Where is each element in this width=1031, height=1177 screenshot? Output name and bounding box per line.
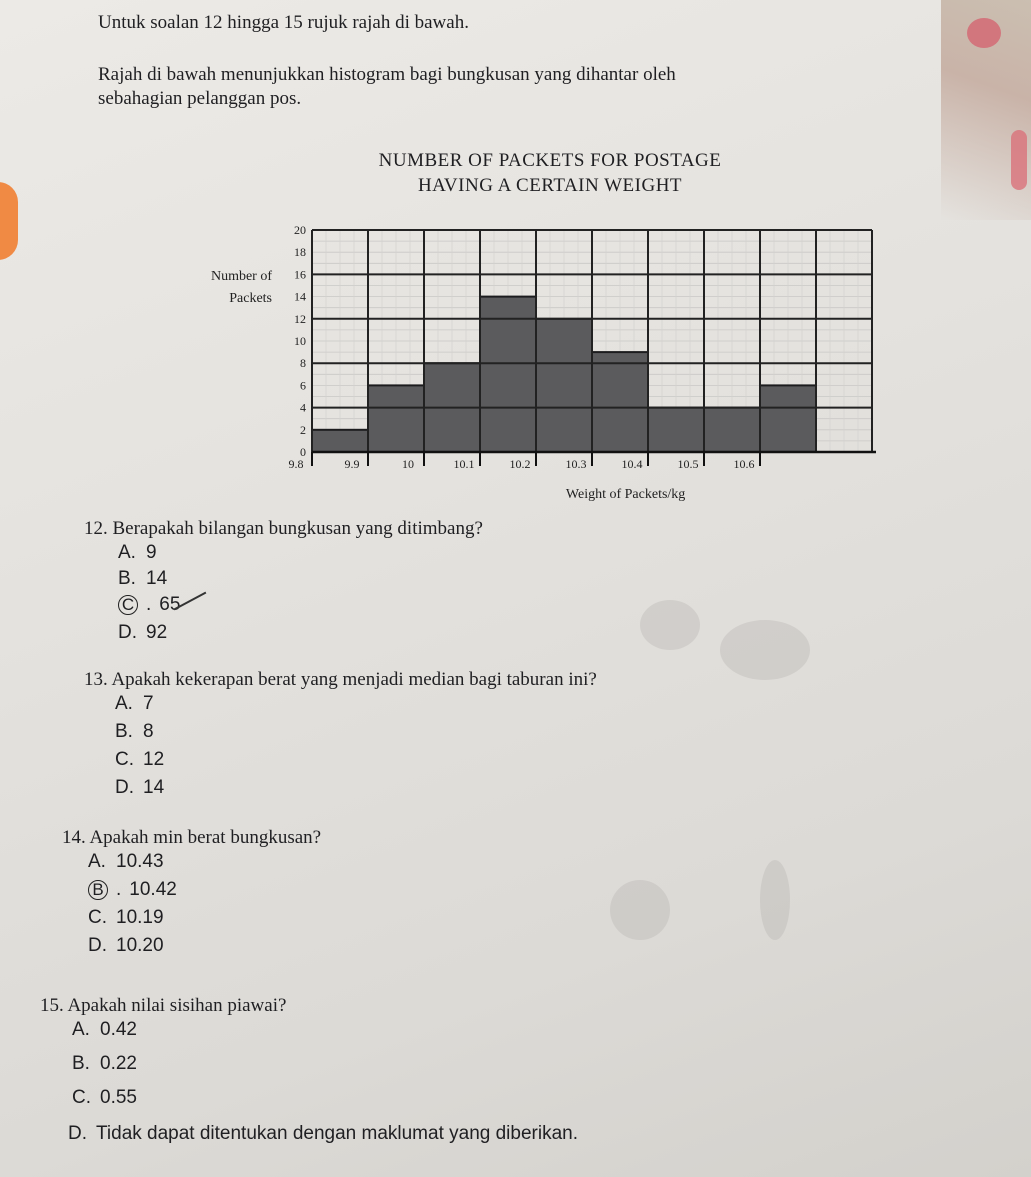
answer-option[interactable]: [118, 594, 180, 616]
y-tick-label: 8: [300, 356, 306, 371]
chart-title-line-1: NUMBER OF PACKETS FOR POSTAGE: [378, 150, 722, 171]
option-value: 0.22: [100, 1053, 137, 1074]
y-tick-label: 10: [294, 334, 306, 348]
answer-option[interactable]: [88, 907, 164, 929]
answer-option[interactable]: [118, 622, 167, 644]
answer-option[interactable]: [115, 693, 154, 715]
x-tick-label: 10.6: [733, 457, 755, 471]
option-letter: C.: [88, 907, 107, 928]
answer-option[interactable]: [68, 1123, 578, 1145]
option-letter: D.: [115, 777, 134, 798]
option-value: 14: [146, 568, 168, 589]
option-letter: A.: [88, 851, 106, 872]
option-value: 14: [143, 777, 165, 798]
option-letter: D.: [88, 935, 107, 956]
instruction-text: Untuk soalan 12 hingga 15 rujuk rajah di bawah.: [98, 12, 469, 33]
x-tick-label: 10.2: [509, 457, 531, 471]
x-tick-label: 10: [402, 457, 414, 471]
flower-pattern-petal: [1011, 130, 1027, 190]
option-letter: B.: [72, 1053, 90, 1074]
answer-option[interactable]: [72, 1087, 137, 1109]
option-letter: B.: [115, 721, 133, 742]
stain: [720, 620, 810, 680]
option-letter-dot: .: [146, 594, 152, 615]
option-value: Tidak dapat ditentukan dengan maklumat yang diberikan.: [96, 1123, 578, 1144]
stain: [760, 860, 790, 940]
option-value: 0.42: [100, 1019, 137, 1040]
histogram-bar: [368, 385, 424, 452]
histogram-bar: [648, 408, 704, 452]
answer-option[interactable]: [115, 749, 164, 771]
option-letter: A.: [72, 1019, 90, 1040]
option-letter: A.: [115, 693, 133, 714]
question-text: 15. Apakah nilai sisihan piawai?: [40, 995, 287, 1016]
y-tick-label: 16: [294, 267, 306, 282]
option-letter-dot: .: [116, 879, 122, 900]
option-value: 65: [159, 594, 181, 615]
chart-title-line-2: HAVING A CERTAIN WEIGHT: [417, 175, 683, 196]
x-tick-label: 10.5: [677, 457, 699, 471]
y-axis-label: Packets: [229, 291, 272, 306]
stain: [640, 600, 700, 650]
y-tick-label: 2: [300, 422, 306, 437]
question-text: 14. Apakah min berat bungkusan?: [62, 827, 322, 848]
y-tick-label: 6: [300, 378, 306, 393]
answer-option[interactable]: [88, 851, 164, 873]
option-value: 8: [143, 721, 154, 742]
y-tick-label: 0: [300, 445, 306, 459]
option-letter: D.: [118, 622, 137, 643]
x-tick-label: 9.8: [288, 457, 304, 471]
option-value: 12: [143, 749, 165, 770]
answer-option[interactable]: [88, 879, 177, 901]
description-line-1: Rajah di bawah menunjukkan histogram bagi bungkusan yang dihantar oleh: [98, 64, 676, 85]
histogram-svg: [190, 140, 910, 520]
corner-decoration: [941, 0, 1031, 220]
histogram-bar: [536, 319, 592, 452]
stain: [610, 880, 670, 940]
y-tick-label: 14: [294, 289, 306, 304]
answer-option[interactable]: [72, 1053, 137, 1075]
x-tick-label: 10.4: [621, 457, 643, 471]
answer-option[interactable]: [115, 721, 154, 743]
question-text: 12. Berapakah bilangan bungkusan yang ditimbang?: [84, 518, 483, 539]
option-value: 0.55: [100, 1087, 137, 1108]
y-axis-label: Number of: [210, 269, 272, 284]
orange-object: [0, 182, 18, 260]
option-letter: A.: [118, 542, 136, 563]
y-tick-label: 12: [294, 311, 306, 326]
option-letter: C.: [72, 1087, 91, 1108]
answer-option[interactable]: [118, 542, 157, 564]
histogram-bar: [592, 352, 648, 452]
option-value: 7: [143, 693, 154, 714]
x-tick-label: 10.3: [565, 457, 587, 471]
option-letter: B: [88, 880, 108, 900]
answer-option[interactable]: [72, 1019, 137, 1041]
y-tick-label: 18: [294, 245, 306, 260]
option-letter: B.: [118, 568, 136, 589]
question-text: 13. Apakah kekerapan berat yang menjadi median bagi taburan ini?: [84, 669, 597, 690]
option-value: 92: [146, 622, 168, 643]
description-line-2: sebahagian pelanggan pos.: [98, 88, 302, 109]
histogram-bar: [312, 430, 368, 452]
y-tick-label: 20: [294, 223, 306, 237]
answer-option[interactable]: [118, 568, 167, 590]
option-value: 10.20: [116, 935, 164, 956]
histogram-bar: [760, 385, 816, 452]
answer-option[interactable]: [88, 935, 164, 957]
option-value: 10.19: [116, 907, 164, 928]
option-value: 10.42: [129, 879, 177, 900]
answer-option[interactable]: [115, 777, 164, 799]
y-tick-label: 4: [300, 400, 306, 415]
option-letter: D.: [68, 1123, 87, 1144]
flower-pattern: [967, 18, 1001, 48]
histogram-bar: [704, 408, 760, 452]
option-letter: C.: [115, 749, 134, 770]
x-axis-label: Weight of Packets/kg: [565, 487, 686, 502]
option-value: 9: [146, 542, 157, 563]
x-tick-label: 9.9: [344, 457, 360, 471]
histogram-chart: [190, 140, 910, 520]
x-tick-label: 10.1: [453, 457, 475, 471]
option-letter: C: [118, 595, 138, 615]
option-value: 10.43: [116, 851, 164, 872]
histogram-bar: [480, 297, 536, 452]
